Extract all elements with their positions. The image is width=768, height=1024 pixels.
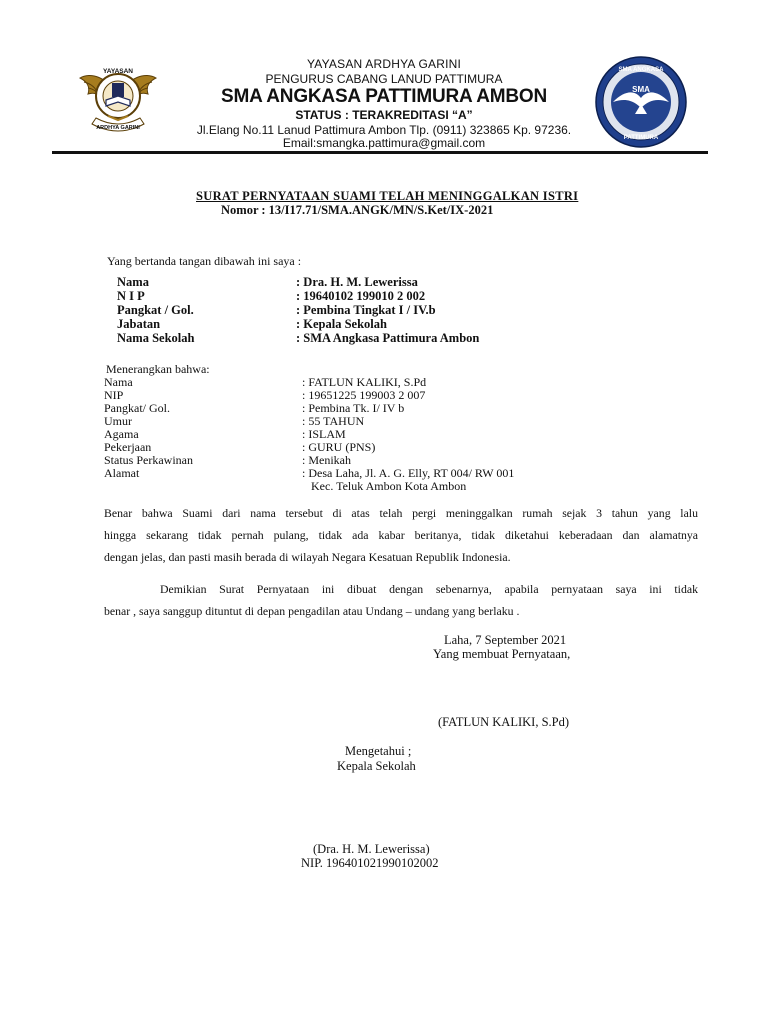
svg-text:SMA ANGKASA: SMA ANGKASA: [618, 67, 664, 73]
subject-label: Nama: [104, 375, 133, 389]
subject-value: : Desa Laha, Jl. A. G. Elly, RT 004/ RW 001: [302, 466, 515, 480]
subject-label: Umur: [104, 414, 132, 428]
statement-paragraph: [104, 502, 698, 568]
signer-value: : Kepala Sekolah: [296, 317, 387, 331]
place-date: Laha, 7 September 2021: [444, 633, 567, 647]
subject-label: Alamat: [104, 466, 140, 480]
principal-name: (Dra. H. M. Lewerissa): [313, 842, 430, 856]
closing-paragraph: [104, 578, 698, 622]
signer-label: Nama: [117, 275, 149, 289]
subject-value: : Menikah: [302, 453, 351, 467]
document-title: SURAT PERNYATAAN SUAMI TELAH MENINGGALKAN ISTRI: [196, 189, 579, 203]
made-by-label: Yang membuat Pernyataan,: [433, 647, 571, 661]
principal-title: Kepala Sekolah: [337, 759, 416, 773]
signer-value: : 19640102 199010 2 002: [296, 289, 426, 303]
branch-name: PENGURUS CABANG LANUD PATTIMURA: [265, 72, 503, 86]
letterhead-divider: [52, 151, 708, 154]
signer-value: : Pembina Tingkat I / IV.b: [296, 303, 436, 317]
subject-label: Status Perkawinan: [104, 453, 193, 467]
subject-value: : 19651225 199003 2 007: [302, 388, 426, 402]
document-number: Nomor : 13/I17.71/SMA.ANGK/MN/S.Ket/IX-2021: [221, 203, 494, 217]
paragraph-line: hingga sekarang tidak pernah pulang, tidak ada kabar beritanya, tidak diketahui keberadaan dan alamatnya: [104, 528, 698, 542]
school-address: Jl.Elang No.11 Lanud Pattimura Ambon Tlp. (0911) 323865 Kp. 97236.: [196, 123, 572, 137]
accreditation-status: STATUS : TERAKREDITASI “A”: [295, 108, 473, 122]
subject-value: : 55 TAHUN: [302, 414, 365, 428]
svg-text:PATTIMURA: PATTIMURA: [623, 135, 659, 141]
principal-nip: NIP. 196401021990102002: [301, 856, 439, 870]
subject-label: NIP: [104, 388, 124, 402]
paragraph-line: Benar bahwa Suami dari nama tersebut di atas telah pergi meninggalkan rumah sejak 3 tahun yang lalu: [104, 506, 698, 520]
subject-value: : GURU (PNS): [302, 440, 376, 454]
svg-text:YAYASAN: YAYASAN: [103, 68, 133, 75]
subject-value: : FATLUN KALIKI, S.Pd: [302, 375, 427, 389]
subject-value: : ISLAM: [302, 427, 346, 441]
signer-label: N I P: [117, 289, 145, 303]
declares-text: Menerangkan bahwa:: [106, 362, 210, 376]
subject-label: Pangkat/ Gol.: [104, 401, 170, 415]
signer-label: Nama Sekolah: [117, 331, 195, 345]
intro-text: Yang bertanda tangan dibawah ini saya :: [107, 254, 302, 268]
subject-value: : Pembina Tk. I/ IV b: [302, 401, 405, 415]
school-name: SMA ANGKASA PATTIMURA AMBON: [220, 86, 547, 107]
signer-label: Jabatan: [117, 317, 161, 331]
paragraph-line: Demikian Surat Pernyataan ini dibuat dengan sebenarnya, apabila pernyataan saya ini tidak: [160, 582, 698, 596]
signer-value: : Dra. H. M. Lewerissa: [296, 275, 418, 289]
declarant-name: (FATLUN KALIKI, S.Pd): [438, 715, 570, 729]
svg-text:SMA: SMA: [632, 85, 650, 94]
subject-label: Pekerjaan: [104, 440, 152, 454]
signer-label: Pangkat / Gol.: [117, 303, 194, 317]
paragraph-line: benar , saya sanggup dituntut di depan pengadilan atau Undang – undang yang berlaku .: [104, 604, 520, 618]
foundation-name: YAYASAN ARDHYA GARINI: [306, 57, 462, 71]
subject-label: Agama: [104, 427, 139, 441]
school-email: Email:smangka.pattimura@gmail.com: [282, 136, 486, 150]
svg-text:ARDHYA GARINI: ARDHYA GARINI: [96, 125, 140, 131]
paragraph-line: dengan jelas, dan pasti masih berada di wilayah Negara Kesatuan Republik Indonesia.: [104, 550, 511, 564]
signer-value: : SMA Angkasa Pattimura Ambon: [296, 331, 480, 345]
acknowledged-label: Mengetahui ;: [345, 744, 412, 758]
subject-address-continuation: Kec. Teluk Ambon Kota Ambon: [311, 479, 467, 493]
